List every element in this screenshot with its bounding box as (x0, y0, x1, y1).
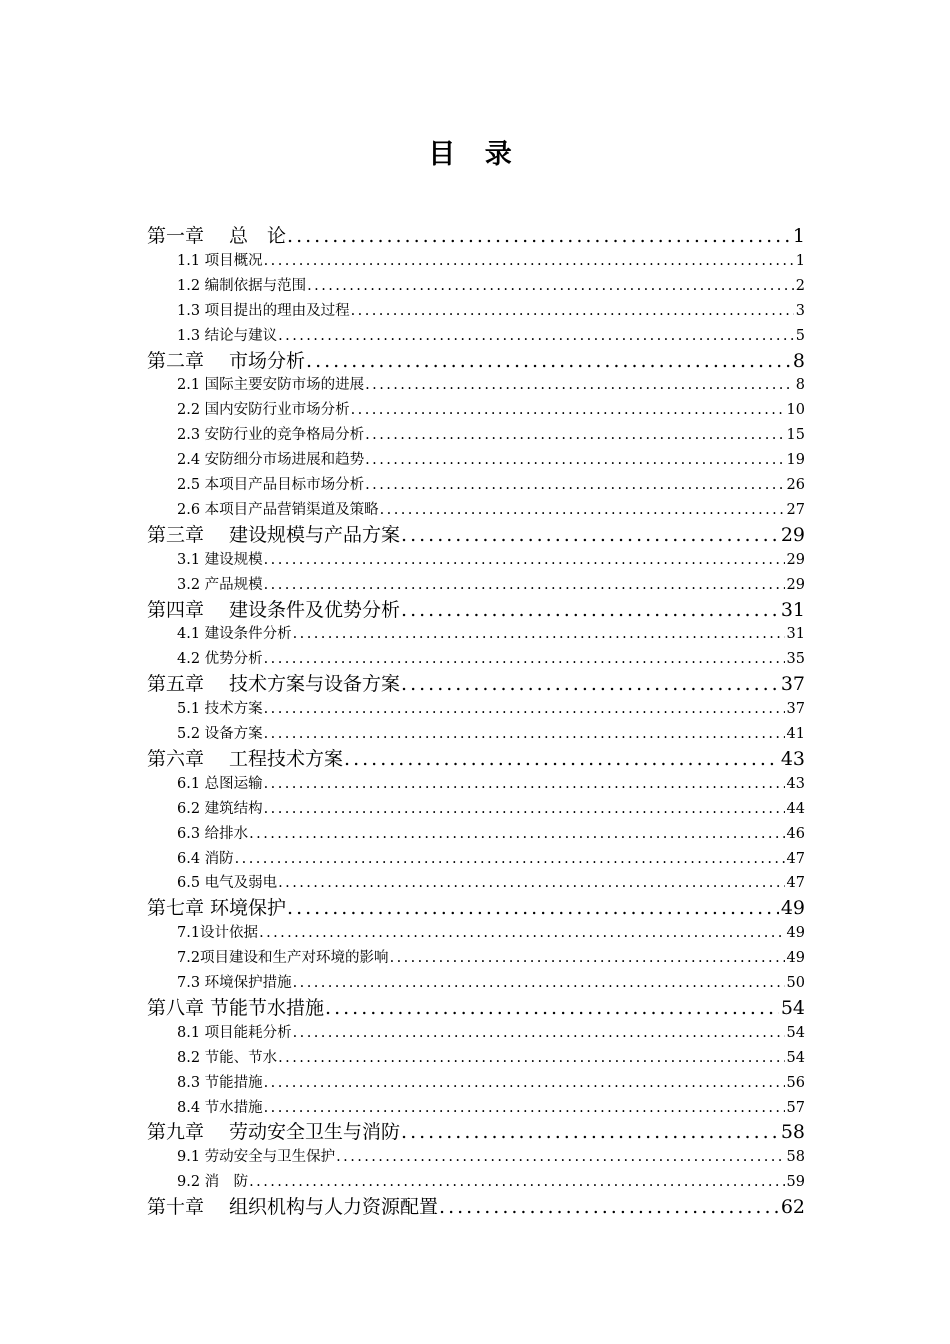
toc-page-number: 19 (786, 452, 805, 469)
toc-entry-label: 1.2 编制依据与范围 (177, 277, 307, 294)
toc-entry-label: 第十章 组织机构与人力资源配置 (147, 1196, 439, 1219)
toc-dot-leader (264, 798, 785, 820)
toc-section-entry[interactable] (177, 848, 805, 870)
toc-page-number: 8 (792, 349, 805, 372)
toc-dot-leader (390, 947, 785, 969)
toc-chapter-entry[interactable] (147, 597, 805, 623)
toc-page-number: 54 (786, 1049, 805, 1066)
toc-chapter-entry[interactable] (147, 348, 805, 374)
toc-entry-label: 9.1 劳动安全与卫生保护 (177, 1149, 336, 1166)
toc-page-number: 49 (786, 950, 805, 967)
toc-page-number: 56 (786, 1074, 805, 1091)
toc-page-number: 44 (786, 800, 805, 817)
toc-page-number: 8 (795, 377, 805, 394)
toc-entry-label: 8.2 节能、节水 (177, 1049, 278, 1066)
toc-dot-leader (249, 1171, 784, 1193)
toc-chapter-entry[interactable] (147, 995, 805, 1021)
toc-entry-label: 2.2 国内安防行业市场分析 (177, 402, 350, 419)
toc-dot-leader (264, 698, 785, 720)
toc-section-entry[interactable] (177, 1097, 805, 1119)
toc-dot-leader (306, 348, 791, 374)
toc-page-number: 54 (780, 996, 805, 1019)
toc-dot-leader (351, 300, 794, 322)
toc-dot-leader (249, 823, 784, 845)
toc-page-number: 31 (786, 626, 805, 643)
toc-page-number: 43 (786, 775, 805, 792)
toc-page-number: 62 (780, 1196, 805, 1219)
toc-dot-leader (293, 623, 785, 645)
toc-chapter-entry[interactable] (147, 1119, 805, 1145)
toc-page-number: 29 (786, 576, 805, 593)
toc-page-number: 1 (792, 225, 805, 247)
toc-chapter-entry[interactable] (147, 1194, 805, 1220)
toc-dot-leader (264, 648, 785, 670)
toc-section-entry[interactable] (177, 872, 805, 894)
toc-entry-label: 2.1 国际主要安防市场的进展 (177, 377, 365, 394)
toc-page-number: 10 (786, 402, 805, 419)
toc-dot-leader (365, 374, 794, 396)
toc-entry-label: 6.1 总图运输 (177, 775, 263, 792)
toc-entry-label: 第八章 节能节水措施 (147, 996, 325, 1019)
toc-page-number: 29 (786, 551, 805, 568)
toc-page-number: 43 (780, 747, 805, 770)
toc-section-entry[interactable] (177, 1022, 805, 1044)
toc-page-number: 47 (786, 850, 805, 867)
toc-section-entry[interactable] (177, 798, 805, 820)
toc-page-number: 2 (795, 277, 805, 294)
toc-page-number: 57 (786, 1099, 805, 1116)
toc-section-entry[interactable] (177, 325, 805, 347)
toc-page-number: 50 (786, 975, 805, 991)
toc-dot-leader (401, 597, 779, 623)
toc-page-number: 49 (780, 897, 805, 920)
toc-dot-leader (344, 746, 779, 772)
toc-page-number: 27 (786, 501, 805, 518)
toc-dot-leader (264, 549, 785, 571)
toc-section-entry[interactable] (177, 399, 805, 421)
toc-entry-label: 8.1 项目能耗分析 (177, 1024, 292, 1041)
toc-entry-label: 1.3 结论与建议 (177, 327, 278, 344)
toc-dot-leader (264, 773, 785, 795)
toc-section-entry[interactable] (177, 972, 805, 994)
toc-entry-label: 4.2 优势分析 (177, 651, 263, 668)
toc-entry-label: 第三章 建设规模与产品方案 (147, 523, 401, 546)
toc-dot-leader (264, 574, 785, 596)
toc-entry-label: 第九章 劳动安全卫生与消防 (147, 1121, 401, 1144)
toc-entry-label: 第六章 工程技术方案 (147, 747, 344, 770)
toc-entry-label: 2.4 安防细分市场进展和趋势 (177, 452, 365, 469)
toc-page-number: 26 (786, 477, 805, 493)
toc-entry-label: 5.1 技术方案 (177, 701, 263, 718)
toc-page-number: 31 (780, 598, 805, 621)
toc-dot-leader (439, 1194, 779, 1220)
toc-entry-label: 1.3 项目提出的理由及过程 (177, 302, 350, 319)
toc-dot-leader (293, 1022, 785, 1044)
toc-section-entry[interactable] (177, 1047, 805, 1069)
toc-page-number: 49 (786, 925, 805, 942)
toc-section-entry[interactable] (177, 648, 805, 670)
toc-section-entry[interactable] (177, 474, 805, 496)
toc-dot-leader (401, 522, 779, 548)
toc-page-number: 41 (786, 726, 805, 742)
toc-section-entry[interactable] (177, 947, 805, 969)
toc-dot-leader (380, 499, 785, 521)
toc-page-number: 5 (795, 327, 805, 344)
toc-dot-leader (293, 972, 785, 994)
toc-entry-label: 7.2项目建设和生产对环境的影响 (177, 950, 389, 967)
toc-page-number: 59 (786, 1174, 805, 1191)
toc-entry-label: 第二章 市场分析 (147, 349, 306, 372)
toc-dot-leader (336, 1146, 784, 1168)
toc-entry-label: 1.1 项目概况 (177, 252, 263, 269)
toc-entry-label: 3.1 建设规模 (177, 551, 263, 568)
toc-entry-label: 2.6 本项目产品营销渠道及策略 (177, 501, 379, 518)
toc-dot-leader (278, 325, 794, 347)
toc-chapter-entry[interactable] (147, 671, 805, 697)
toc-dot-leader (278, 1047, 784, 1069)
toc-section-entry[interactable] (177, 698, 805, 720)
toc-entry-label: 2.5 本项目产品目标市场分析 (177, 477, 365, 493)
toc-page-number: 58 (786, 1149, 805, 1166)
page-title: 目 录 (428, 139, 522, 170)
toc-section-entry[interactable] (177, 922, 805, 944)
toc-entry-label: 5.2 设备方案 (177, 726, 263, 742)
toc-dot-leader (365, 424, 784, 446)
toc-section-entry[interactable] (177, 1072, 805, 1094)
toc-dot-leader (287, 223, 791, 249)
toc-chapter-entry[interactable] (147, 522, 805, 548)
toc-entry-label: 6.3 给排水 (177, 825, 249, 842)
toc-entry-label: 6.5 电气及弱电 (177, 875, 278, 892)
toc-section-entry[interactable] (177, 1146, 805, 1168)
toc-entry-label: 7.3 环境保护措施 (177, 975, 292, 991)
toc-section-entry[interactable] (177, 300, 805, 322)
toc-page-number: 1 (795, 252, 805, 269)
toc-section-entry[interactable] (177, 275, 805, 297)
toc-chapter-entry[interactable] (147, 895, 805, 921)
toc-chapter-entry[interactable] (147, 223, 805, 249)
toc-dot-leader (278, 872, 784, 894)
toc-entry-label: 第四章 建设条件及优势分析 (147, 598, 401, 621)
toc-entry-label: 2.3 安防行业的竞争格局分析 (177, 427, 365, 444)
toc-entry-label: 8.3 节能措施 (177, 1074, 263, 1091)
toc-page-number: 35 (786, 651, 805, 668)
toc-section-entry[interactable] (177, 723, 805, 745)
toc-dot-leader (351, 399, 785, 421)
toc-entry-label: 第五章 技术方案与设备方案 (147, 673, 401, 696)
toc-section-entry[interactable] (177, 499, 805, 521)
toc-chapter-entry[interactable] (147, 746, 805, 772)
toc-section-entry[interactable] (177, 773, 805, 795)
toc-dot-leader (401, 1119, 779, 1145)
toc-section-entry[interactable] (177, 549, 805, 571)
toc-entry-label: 第七章 环境保护 (147, 897, 287, 920)
toc-section-entry[interactable] (177, 374, 805, 396)
toc-entry-label: 3.2 产品规模 (177, 576, 263, 593)
toc-section-entry[interactable] (177, 424, 805, 446)
toc-entry-label: 7.1设计依据 (177, 925, 259, 942)
toc-page-number: 37 (786, 701, 805, 718)
toc-dot-leader (235, 848, 785, 870)
toc-section-entry[interactable] (177, 1171, 805, 1193)
toc-section-entry[interactable] (177, 449, 805, 471)
toc-entry-label: 8.4 节水措施 (177, 1099, 263, 1116)
toc-page-number: 54 (786, 1024, 805, 1041)
toc-section-entry[interactable] (177, 574, 805, 596)
toc-dot-leader (287, 895, 779, 921)
toc-page-number: 47 (786, 875, 805, 892)
toc-dot-leader (401, 671, 779, 697)
toc-entry-label: 9.2 消 防 (177, 1174, 249, 1191)
toc-entry-label: 6.4 消防 (177, 850, 234, 867)
toc-dot-leader (264, 250, 794, 272)
toc-entry-label: 第一章 总 论 (147, 225, 287, 247)
toc-page-number: 58 (780, 1121, 805, 1144)
toc-section-entry[interactable] (177, 623, 805, 645)
toc-entry-label: 4.1 建设条件分析 (177, 626, 292, 643)
toc-dot-leader (325, 995, 779, 1021)
toc-section-entry[interactable] (177, 823, 805, 845)
toc-page-number: 29 (780, 523, 805, 546)
toc-page-number: 3 (795, 302, 805, 319)
toc-dot-leader (365, 449, 784, 471)
toc-dot-leader (264, 1097, 785, 1119)
toc-dot-leader (264, 1072, 785, 1094)
toc-page-number: 46 (786, 825, 805, 842)
toc-dot-leader (264, 723, 785, 745)
toc-dot-leader (307, 275, 794, 297)
toc-page-number: 15 (786, 427, 805, 444)
toc-entry-label: 6.2 建筑结构 (177, 800, 263, 817)
toc-dot-leader (259, 922, 784, 944)
toc-page-number: 37 (780, 673, 805, 696)
toc-dot-leader (365, 474, 784, 496)
toc-section-entry[interactable] (177, 250, 805, 272)
